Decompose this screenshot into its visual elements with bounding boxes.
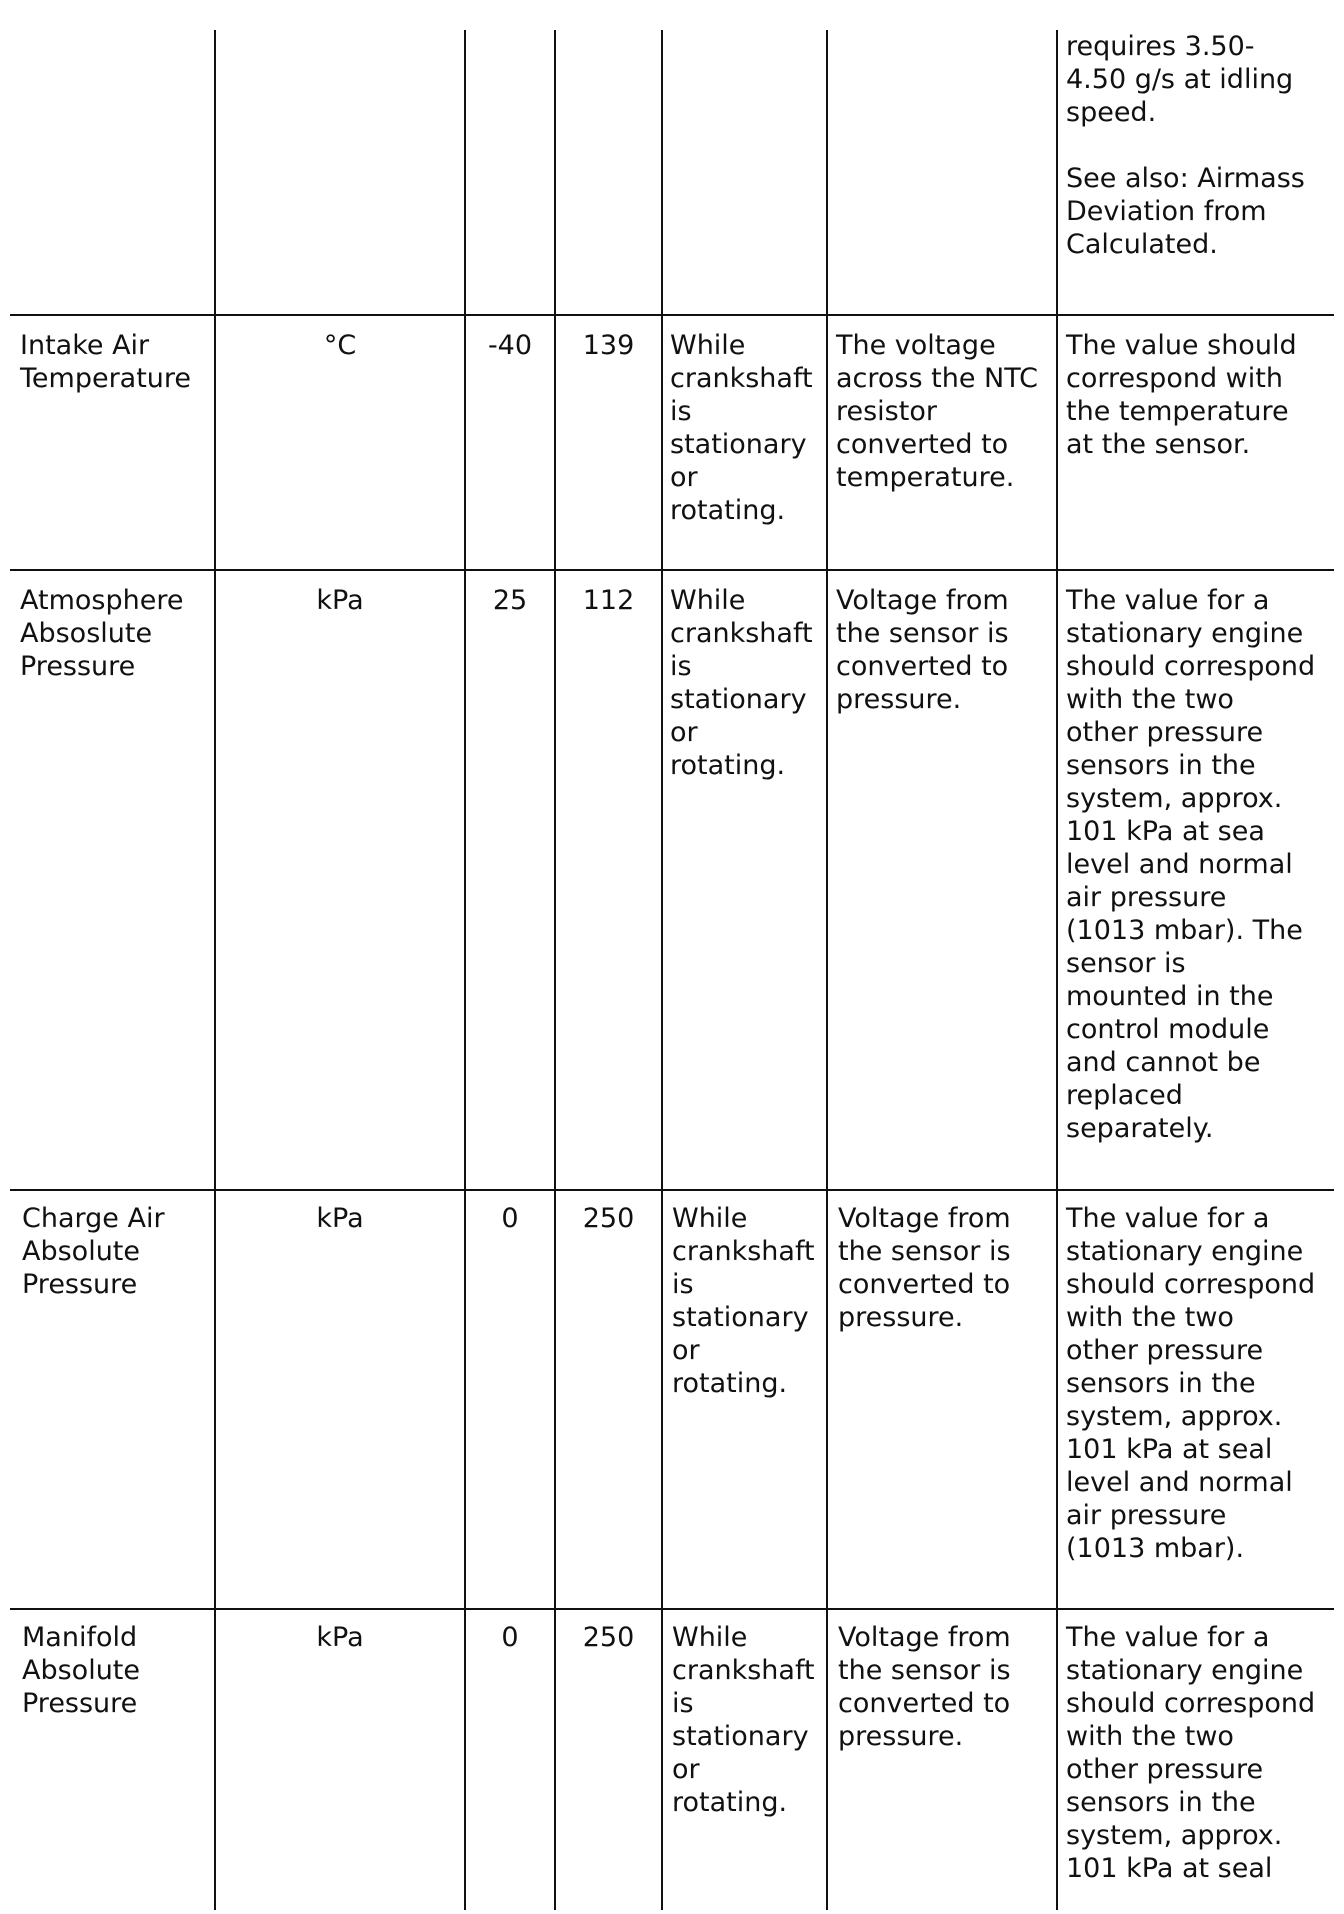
row-4-note: The value for a stationary engine should correspond with the two other pressure sensors in the system, approx. 101 kPa at seal — [1066, 1622, 1316, 1884]
row-2-note: The value for a stationary engine should correspond with the two other pressure sensors in the system, approx. 101 kPa at sea level and normal air pressure (1013 mbar). The sensor is mounted in the control module and cannot be replaced separately. — [1066, 585, 1316, 1144]
row-4-max: 250 — [582, 1622, 635, 1653]
row-1-unit: °C — [323, 330, 357, 361]
row-1-min: -40 — [487, 330, 533, 361]
row-3-min: 0 — [501, 1203, 519, 1234]
row-2-unit: kPa — [316, 585, 364, 616]
row-3-unit: kPa — [316, 1203, 364, 1234]
row-3-parameter-name: Charge Air Absolute Pressure — [22, 1203, 165, 1300]
row-1-description: The voltage across the NTC resistor converted to temperature. — [836, 330, 1038, 493]
column-rule — [661, 30, 663, 1910]
row-1-condition: While crankshaft is stationary or rotating. — [670, 330, 813, 526]
row-4-condition: While crankshaft is stationary or rotating. — [672, 1622, 815, 1818]
row-4-parameter-name: Manifold Absolute Pressure — [22, 1622, 141, 1719]
row-4-description: Voltage from the sensor is converted to pressure. — [838, 1622, 1011, 1752]
row-1-parameter-name: Intake Air Temperature — [20, 330, 192, 394]
row-4-unit: kPa — [316, 1622, 364, 1653]
row-3-note: The value for a stationary engine should correspond with the two other pressure sensors in the system, approx. 101 kPa at seal level and normal air pressure (1013 mbar). — [1066, 1203, 1316, 1564]
row-2-max: 112 — [582, 585, 635, 616]
row-rule — [10, 314, 1334, 316]
row-2-description: Voltage from the sensor is converted to pressure. — [836, 585, 1009, 715]
row-2-min: 25 — [492, 585, 528, 616]
row-3-condition: While crankshaft is stationary or rotating. — [672, 1203, 815, 1399]
row-rule — [10, 1608, 1334, 1610]
row-2-condition: While crankshaft is stationary or rotating. — [670, 585, 813, 781]
row-3-description: Voltage from the sensor is converted to pressure. — [838, 1203, 1011, 1333]
row-rule — [10, 1189, 1334, 1191]
row-3-max: 250 — [582, 1203, 635, 1234]
row-0-note: requires 3.50- 4.50 g/s at idling speed. See also: Airmass Deviation from Calculated. — [1066, 31, 1305, 260]
row-1-note: The value should correspond with the temperature at the sensor. — [1066, 330, 1297, 460]
row-4-min: 0 — [501, 1622, 519, 1653]
row-rule — [10, 569, 1334, 571]
row-2-parameter-name: Atmosphere Absoslute Pressure — [20, 585, 184, 682]
row-1-max: 139 — [582, 330, 635, 361]
